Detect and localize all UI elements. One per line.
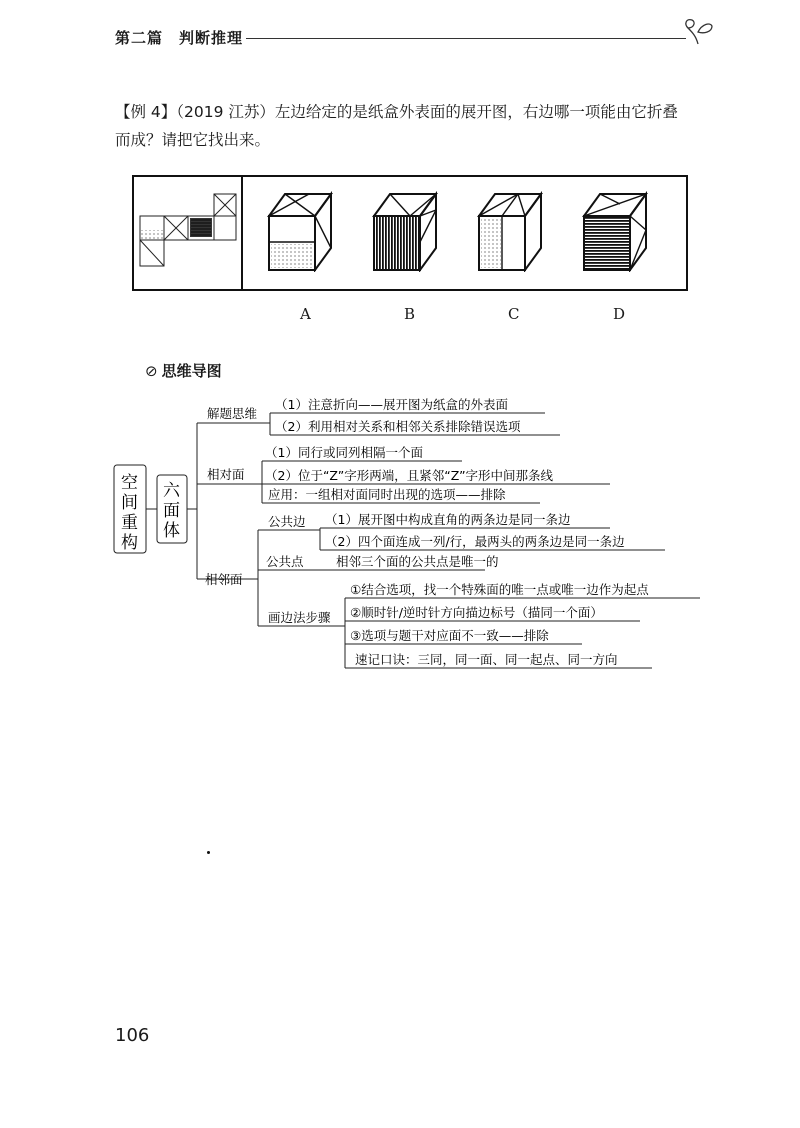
mindmap-title-text: 思维导图	[161, 362, 222, 380]
point-label: 公共点	[266, 554, 304, 569]
root-char-3: 重	[121, 513, 138, 533]
edge-item-2: （2）四个面连成一列/行，最两头的两条边是同一条边	[325, 534, 625, 549]
edge-item-1: （1）展开图中构成直角的两条边是同一条边	[325, 512, 571, 527]
option-label-d: D	[613, 305, 626, 323]
stray-dot	[207, 851, 210, 854]
sub-char-2: 面	[163, 501, 180, 521]
root-char-1: 空	[121, 473, 138, 493]
b2-item-3: 应用：一组相对面同时出现的选项——排除	[268, 487, 506, 502]
b1-item-2: （2）利用相对关系和相邻关系排除错误选项	[275, 419, 521, 434]
b1-item-1: （1）注意折向——展开图为纸盒的外表面	[275, 397, 508, 412]
branch-opposite-faces: 相对面	[207, 467, 245, 482]
question-text: 【例 4】（2019 江苏）左边给定的是纸盒外表面的展开图，右边哪一项能由它折叠而成？请把它找出来。	[115, 103, 678, 149]
draw-item-2: ②顺时针/逆时针方向描边标号（描同一个面）	[350, 605, 603, 620]
sub-char-1: 六	[163, 481, 180, 501]
header-title: 第二篇 判断推理	[115, 29, 244, 47]
edge-label: 公共边	[268, 514, 306, 529]
draw-item-1: ①结合选项，找一个特殊面的唯一点或唯一边作为起点	[350, 582, 649, 597]
sub-char-3: 体	[163, 521, 180, 541]
draw-label: 画边法步骤	[268, 610, 331, 625]
root-char-2: 间	[121, 493, 138, 513]
b2-item-1: （1）同行或同列相隔一个面	[265, 445, 423, 460]
branch-solving-thinking: 解题思维	[207, 406, 258, 421]
mindmap-icon: ⊘	[145, 362, 158, 380]
point-text: 相邻三个面的公共点是唯一的	[336, 554, 499, 569]
page-number: 106	[115, 1025, 150, 1046]
draw-item-4: 速记口诀：三同，同一面、同一起点、同一方向	[355, 652, 618, 667]
option-label-a: A	[300, 305, 311, 323]
branch-adjacent-faces: 相邻面	[205, 572, 243, 587]
b2-item-2: （2）位于“Z”字形两端，且紧邻“Z”字形中间那条线	[265, 468, 554, 483]
root-char-4: 构	[121, 533, 138, 553]
draw-item-3: ③选项与题干对应面不一致——排除	[350, 628, 549, 643]
option-label-b: B	[404, 305, 416, 323]
option-label-c: C	[508, 305, 520, 323]
